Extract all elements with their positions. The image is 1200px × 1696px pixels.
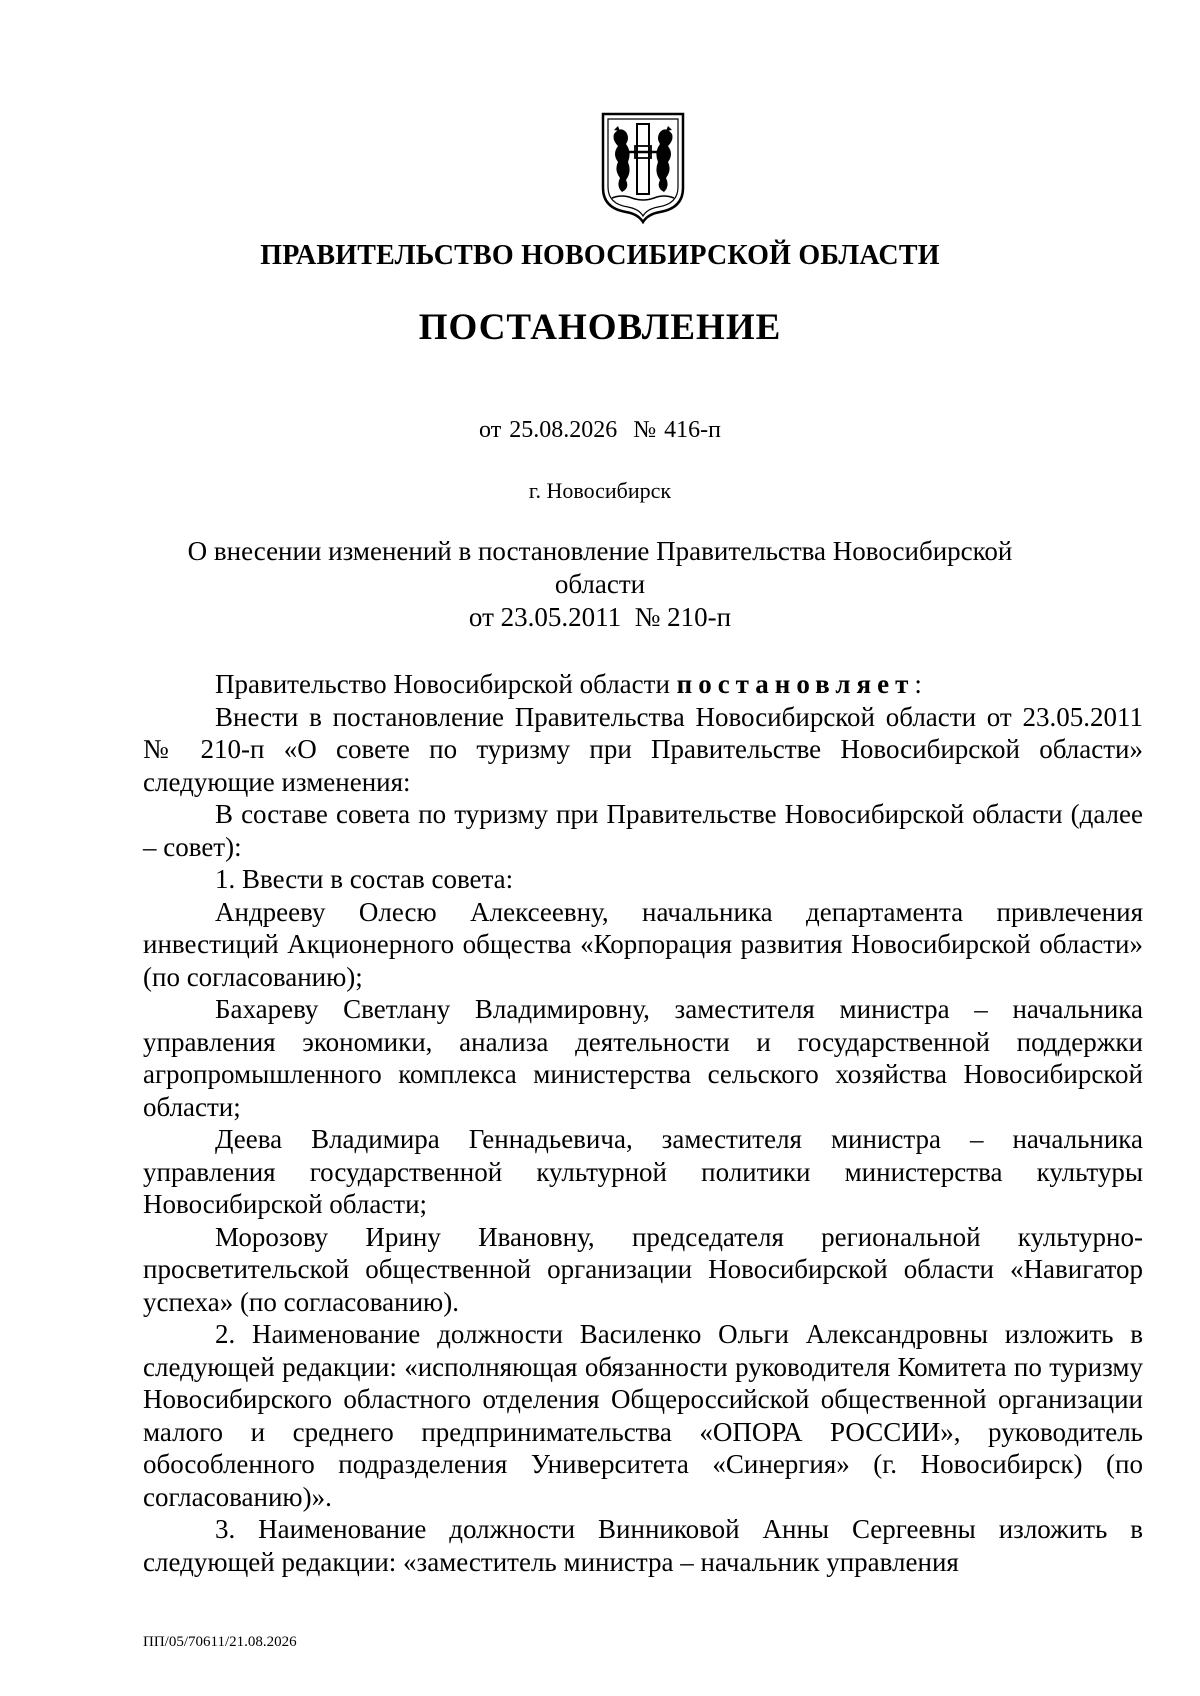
paragraph-item-2: 2. Наименование должности Василенко Ольги Александровны изложить в следующей редакции: «исполняющая обязанности руководителя Комитета по туризму Новосибирского областного отделения Общероссийской общественной организации малого и среднего предпринимательства «ОПОРА РОССИИ», руководитель обособленного подразделения Университета «Синергия» (г. Новосибирск) (по согласованию)». xyxy=(143,1319,1143,1512)
paragraph-item-3: 3. Наименование должности Винниковой Анны Сергеевны изложить в следующей редакции: «заместитель министра – начальник управления xyxy=(143,1514,1143,1577)
document-subject xyxy=(150,535,1050,634)
paragraph-council-composition: В составе совета по туризму при Правительстве Новосибирской области (далее – совет): xyxy=(143,799,1143,862)
paragraph-amend: Внести в постановление Правительства Новосибирской области от 23.05.2011 № 210-п «О совете по туризму при Правительстве Новосибирской области» следующие изменения: xyxy=(143,701,1143,797)
intro-paragraph xyxy=(143,668,1143,701)
subject-line-1: О внесении изменений в постановление Правительства Новосибирской области xyxy=(187,536,1013,599)
document-footer-code: ПП/05/70611/21.08.2026 xyxy=(143,1634,297,1650)
paragraph-member-andreeva: Андрееву Олесю Алексеевну, начальника департамента привлечения инвестиций Акционерного общества «Корпорация развития Новосибирской области» (по согласованию); xyxy=(143,896,1143,992)
resolves-keyword: постановляет xyxy=(676,669,915,699)
date-and-number: от 25.08.2026 № 416-п xyxy=(479,417,721,443)
intro-prefix: Правительство Новосибирской области xyxy=(215,669,677,699)
intro-suffix: : xyxy=(914,669,922,699)
organization-name: ПРАВИТЕЛЬСТВО НОВОСИБИРСКОЙ ОБЛАСТИ xyxy=(260,240,940,271)
document-type-title: ПОСТАНОВЛЕНИЕ xyxy=(418,307,782,348)
coat-of-arms-emblem xyxy=(600,112,686,224)
paragraph-member-morozova: Морозову Ирину Ивановну, председателя региональной культурно-просветительской общественной организации Новосибирской области «Навигатор успеха» (по согласованию). xyxy=(143,1221,1143,1317)
subject-line-2: от 23.05.2011 № 210-п xyxy=(468,602,732,632)
paragraph-item-1: 1. Ввести в состав совета: xyxy=(215,864,514,894)
paragraph-member-deev: Деева Владимира Геннадьевича, заместителя министра – начальника управления государственной культурной политики министерства культуры Новосибирской области; xyxy=(143,1124,1143,1219)
paragraph-member-bakhareva: Бахареву Светлану Владимировну, заместителя министра – начальника управления экономики, анализа деятельности и государственной поддержки агропромышленного комплекса министерства сельского хозяйства Новосибирской области; xyxy=(143,994,1143,1122)
city-name: г. Новосибирск xyxy=(528,478,672,503)
document-body xyxy=(143,668,1143,1578)
